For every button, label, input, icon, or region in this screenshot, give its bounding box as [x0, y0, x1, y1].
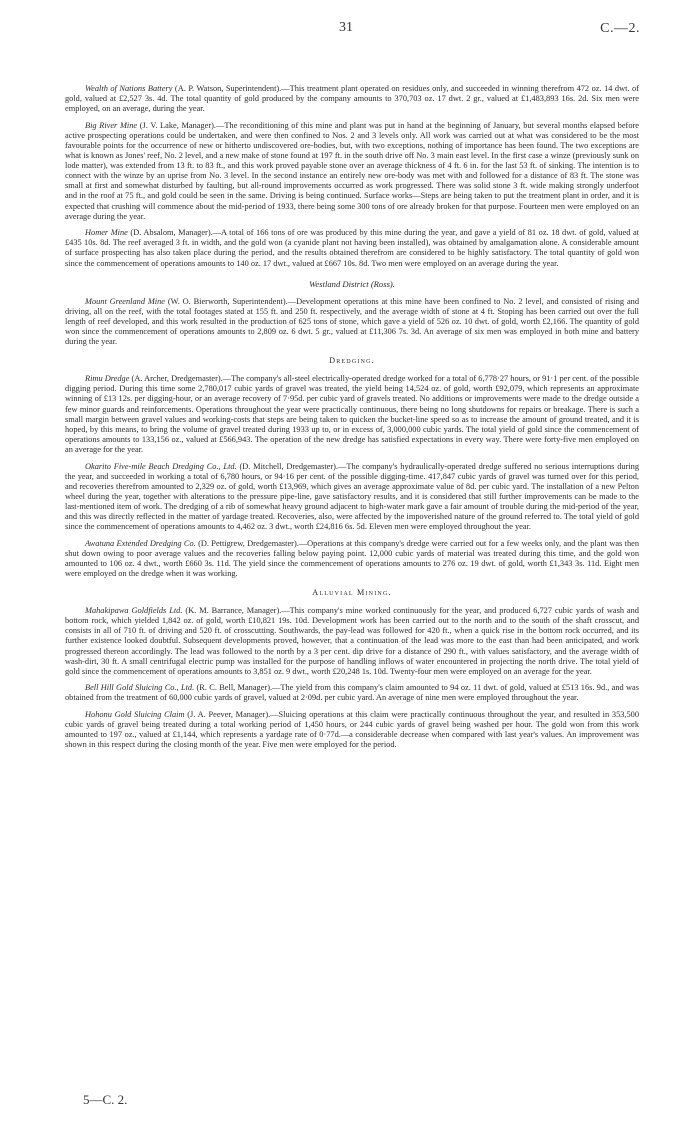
paragraph-mahakipawa: [65, 606, 639, 677]
paragraph-big-river: [65, 121, 639, 222]
paragraph-title: Okarito Five-mile Beach Dredging Co., Ltd.: [85, 461, 237, 471]
footer-reference: 5—C. 2.: [83, 1092, 128, 1107]
paragraph-text: (R. C. Bell, Manager).—The yield from this company's claim amounted to 94 oz. 11 dwt. of gold, valued at £513 16s. 9d., and was obtained from the treatment of 60,000 cubic yards of gravel, valued at 2·09d. per cubic yard. An average of nine men were employed throughout the year.: [65, 683, 639, 703]
paragraph-homer-mine: [65, 228, 639, 268]
paragraph-rimu-dredge: [65, 374, 639, 455]
paragraph-title: Bell Hill Gold Sluicing Co., Ltd.: [85, 683, 195, 693]
dredging-heading: Dredging.: [329, 356, 375, 366]
paragraph-mount-greenland: [65, 297, 639, 347]
paragraph-title: Big River Mine: [85, 120, 138, 130]
paragraph-text: (W. O. Bierworth, Superintendent).—Development operations at this mine have been confined to No. 2 level, and consisted of rising and driving, all on the reef, with the total footages stated at 155 ft. and 250 ft. respectively, and the average width of stone at 4 ft. Stoping has been carried out over the full length of reef developed, and this work resulted in the production of 625 tons of stone, which gave a yield of 526 oz. 10 dwt. of gold, worth £2,166. The quantity of gold won since the commencement of operations amounts to 2,809 oz. 6 dwt. 5 gr., valued at £11,306 7s. 3d. An average of six men was employed in both mine and battery during the year.: [65, 296, 639, 347]
paragraph-okarito-dredging: [65, 462, 639, 533]
alluvial-mining-heading: Alluvial Mining.: [312, 588, 392, 598]
paragraph-hohonu: [65, 710, 639, 750]
paragraph-title: Homer Mine: [85, 228, 128, 238]
paragraph-bell-hill: [65, 683, 639, 703]
paragraph-text: (D. Mitchell, Dredgemaster).—The company's hydraulically-operated dredge suffered no serious interruptions during the year, and succeeded in working a total of 6,780 hours, or 94·16 per cent. of the possible digging-time. 417,847 cubic yards of gravel was turned over for this period, and recoveries therefrom amounted to 2,329 oz. of gold, worth £13,969, which gives an average approximate value of 8d. per cubic yard. The installation of a new Pelton wheel during the year, together with alterations to the pressure pipe-line, gave satisfactory results, and it is considered that still further improvements can be made to the last-mentioned item of work. The dredging of a rib of somewhat heavy ground adjacent to high-water mark gave a fair amount of trouble during the mid-period of the year, and this was directly reflected in the matter of yardage treated. Recoveries, also, were affected by the impoverished nature of the ground referred to. The total yield of gold since the commencement of operations amounts to 4,462 oz. 3 dwt., worth £24,816 6s. 5d. Eleven men were employed throughout the year.: [65, 461, 640, 532]
page-header: [0, 0, 700, 60]
paragraph-awatuna-dredging: [65, 539, 639, 579]
paragraph-title: Awatuna Extended Dredging Co.: [85, 538, 196, 548]
paragraph-text: (A. P. Watson, Superintendent).—This treatment plant operated on residues only, and succeeded in winning therefrom 472 oz. 14 dwt. of gold, valued at £2,527 3s. 4d. The total quantity of gold produced by the company amounts to 370,703 oz. 17 dwt. 2 gr., valued at £1,483,893 16s. 2d. Six men were employed, on an average, during the year.: [65, 84, 639, 114]
paragraph-title: Mount Greenland Mine: [85, 296, 165, 306]
document-reference: C.—2.: [600, 21, 640, 36]
paragraph-text: (J. A. Peever, Manager).—Sluicing operations at this claim were practically continuous throughout the year, and resulted in 353,500 cubic yards of gravel being treated during a total working period of 1,450 hours, or 244 cubic yards of gravel being washed per hour. The gold won from this work amounted to 197 oz., valued at £1,144, which represents a yardage rate of 0·77d.—a considerable decrease when compared with last year's values. An improvement was shown in this respect during the closing month of the year. Five men were employed for the period.: [65, 709, 640, 750]
document-body: [65, 84, 639, 757]
paragraph-text: (D. Pettigrew, Dredgemaster).—Operations at this company's dredge were carried out for a few weeks only, and the plant was then shut down owing to poor average values and the recoveries falling below paying point. 12,000 cubic yards of material was treated during this time, and the gold won amounted to 106 oz. 4 dwt., worth £660 3s. 11d. The yield since the commencement of operations amounts to 276 oz. 19 dwt. of gold, worth £1,343 3s. 11d. Eight men were employed on the dredge when it was working.: [65, 538, 639, 578]
paragraph-title: Wealth of Nations Battery: [85, 84, 173, 93]
paragraph-text: (D. Absalom, Manager).—A total of 166 tons of ore was produced by this mine during the year, and gave a yield of 81 oz. 18 dwt. of gold, valued at £435 10s. 8d. The reef averaged 3 ft. in width, and the gold won (a cyanide plant not having been installed), was obtained by amalgamation alone. A considerable amount of surface prospecting has also taken place during the period, and the results obtained therefrom are considered to be highly satisfactory. The total quantity of gold won since the commencement of operations amounts to 140 oz. 17 dwt., valued at £667 10s. 8d. Two men were employed on an average during the year.: [65, 228, 639, 268]
paragraph-title: Rimu Dredge: [85, 374, 130, 384]
westland-district-heading: Westland District (Ross).: [309, 278, 395, 289]
page-number: 31: [339, 20, 353, 35]
paragraph-text: (K. M. Barrance, Manager).—This company's mine worked continuously for the year, and produced 6,727 cubic yards of wash and bottom rock, which yielded 1,842 oz. of gold, worth £10,821 19s. 10d. Development work has been carried out to the north and to the south of the shaft crosscut, and consists in all of 710 ft. of driving and 520 ft. of crosscutting. Southwards, the pay-lead was followed for 420 ft., when a quick rise in the bottom rock occurred, and its further existence looked doubtful. Subsequent developments proved, however, that a continuation of the lead was more to the east than had been anticipated, and work progressed thereon accordingly. The lead was followed to the north by a 3 per cent. dip drive for a distance of 290 ft., with values satisfactory, and the average width of wash-dirt, 30 ft. A small centrifugal electric pump was installed for the purpose of handling inflows of water encountered in projecting the north drive. The total yield of gold since the commencement of operations amounts to 3,851 oz. 9 dwt., worth £20,248 1s. 10d. Twenty-four men were employed on an average for the year.: [65, 606, 639, 676]
paragraph-text: (A. Archer, Dredgemaster).—The company's all-steel electrically-operated dredge worked for a total of 6,778·27 hours, or 91·1 per cent. of the possible digging period. During this time some 2,780,017 cubic yards of gravel was treated, the yield being 14,524 oz. of gold, worth £92,079, which represents an approximate winning of £13 12s. per digging-hour, or an average recovery of 7·95d. per cubic yard of gravels treated. No additions or improvements were made to the dredge outside a few minor guards and reinforcements. Operations throughout the year were practically continuous, there being no long shutdowns for repairs or breakage. There is such a small margin between gravel values and working-costs that steps are being taken to quicken the bucket-line speed so as to increase the amount of ground treated, and it is hoped, by this means, to bring the volume of gravel treated during 1933 up to, or in excess of, 3,000,000 cubic yards. The total yield of gold since the commencement of operations amounts to 133,156 oz., valued at £566,943. The operation of the new dredge has satisfied expectations in every way. There were forty-five men employed on an average for the year.: [65, 374, 639, 454]
paragraph-title: Mahakipawa Goldfields Ltd.: [85, 606, 183, 616]
paragraph-text: (J. V. Lake, Manager).—The reconditioning of this mine and plant was put in hand at the beginning of January, but several months elapsed before active prospecting operations could be undertaken, and were then confined to Nos. 2 and 3 levels only. All work was carried out at what was considered to be the most favourable points for the occurrence of new or hitherto undiscovered ore-bodies, but, with two exceptions, nothing of importance has been found. The two exceptions are what is known as Jones' reef, No. 2 level, and a new make of stone found at 197 ft. in the south drive off No. 3 main east level. In the first case a winze (previously sunk on lode matter), was extended from 13 ft. to 83 ft., and this work proved payable stone over an average thickness of 4 ft. 6 in. for the last 53 ft. of sinking. The intention is to connect with the winze by an uprise from No. 3 level. In the second instance an entirely new ore-body was met with and followed for a distance of 83 ft. The stone was small at first and somewhat disturbed by faulting, but all-round improvements occurred as work progressed. There was solid stone 3 ft. wide making strongly underfoot and in the roof at 75 ft., and gold could be seen in the same. Driving is being continued. Surface works—Steps are being taken to put the treatment plant in order, and it is expected that crushing will commence about the mid-period of 1933, there being some 300 tons of ore already broken for that purpose. Fourteen men were employed on an average during the year.: [65, 120, 639, 221]
paragraph-title: Hohonu Gold Sluicing Claim: [85, 709, 185, 719]
paragraph-wealth-of-nations: [65, 84, 639, 114]
